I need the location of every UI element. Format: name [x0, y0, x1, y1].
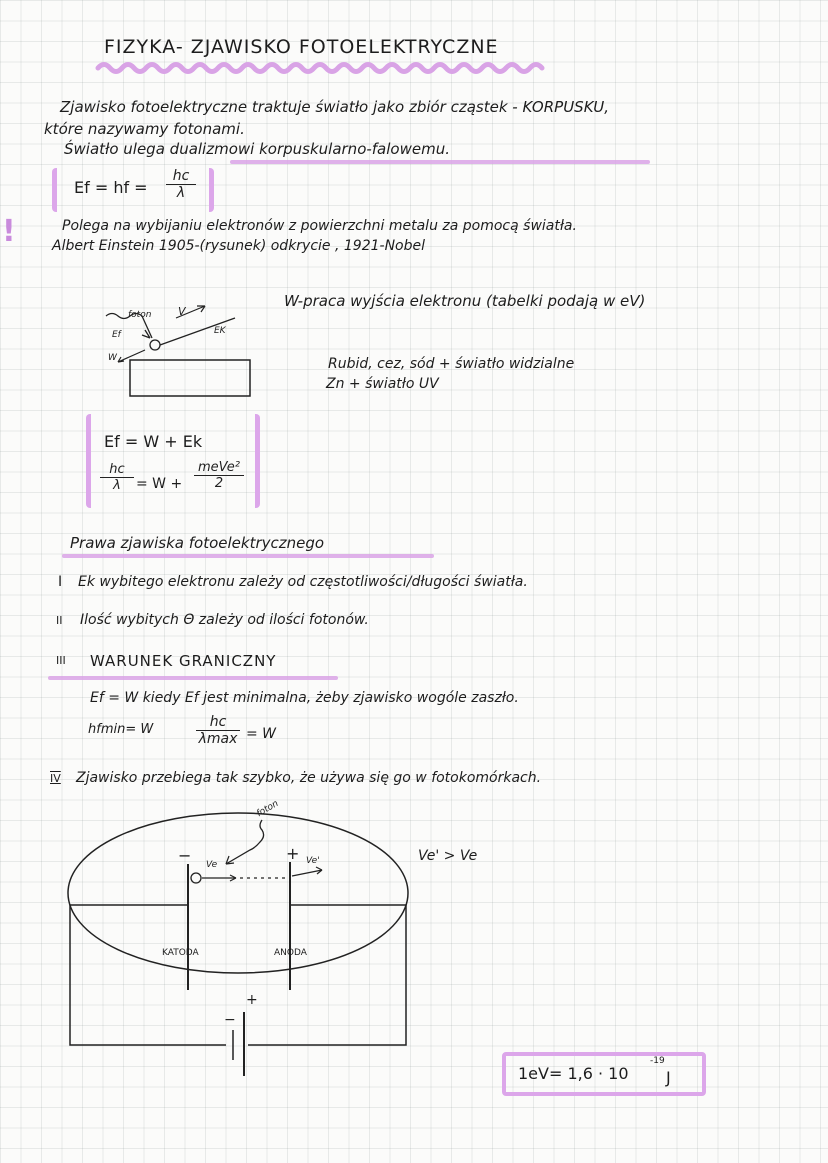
diagram2-anoda-label: ANODA: [274, 948, 307, 958]
einstein-eq-hc-fraction: [100, 462, 134, 493]
law-3-highlight: [48, 676, 338, 680]
law-3-equals-w: = W: [246, 726, 277, 742]
law-2-text: Ilość wybitych Θ zależy od ilości fotonów.: [80, 612, 369, 628]
energy-formula-num: hc: [166, 168, 196, 185]
diagram2-anode-sign: +: [286, 844, 300, 863]
diagram1-v-label: V: [178, 305, 186, 318]
definition-line-2: Albert Einstein 1905-(rysunek) odkrycie , 1921-Nobel: [52, 238, 425, 254]
law-3-fraction: [196, 714, 240, 747]
diagram1-ek-label: EK: [214, 326, 226, 336]
diagram1-w-label: W: [108, 353, 117, 363]
diagram1-ef-label: Ef: [112, 330, 121, 340]
law-1-text: Ek wybitego elektronu zależy od częstotliwości/długości światła.: [78, 574, 528, 590]
diagram2-ve-prime-label: Ve': [306, 856, 320, 866]
ev-conversion-text: 1eV= 1,6 · 10: [518, 1064, 629, 1083]
diagram2-ve-label: Ve: [206, 860, 218, 870]
battery-plus-sign: +: [246, 992, 258, 1008]
diagram2-foton-label: foton: [255, 798, 281, 820]
diagram1-foton-label: foton: [128, 310, 152, 320]
law-1-number: I: [58, 574, 63, 590]
law-3-text: WARUNEK GRANICZNY: [90, 652, 277, 670]
dualism-highlight: [230, 160, 650, 164]
metals-line-1: Rubid, cez, sód + światło widzialne: [328, 356, 575, 372]
law-3-number: III: [56, 654, 66, 667]
law-3-hfmin: hfmin= W: [88, 722, 154, 737]
law-2-number: II: [56, 614, 63, 627]
einstein-eq-lambda: λ: [113, 478, 121, 493]
energy-formula-left: Ef = hf =: [74, 178, 148, 197]
intro-line-2: które nazywamy fotonami.: [44, 120, 245, 138]
diagram2-cathode-sign: −: [178, 846, 192, 865]
einstein-eq-mv: meVe²: [194, 460, 244, 476]
laws-heading-highlight: [62, 554, 434, 558]
einstein-eq-two: 2: [214, 476, 224, 491]
exclamation-mark: !: [2, 214, 16, 249]
law-4-number: IV: [50, 772, 61, 785]
energy-formula-den: λ: [176, 185, 186, 201]
einstein-eq-mid: = W +: [136, 476, 183, 492]
einstein-eq-hc: hc: [100, 462, 134, 478]
battery-minus-sign: −: [224, 1012, 236, 1028]
einstein-eq-kinetic-fraction: [194, 460, 244, 491]
intro-line-3: Światło ulega dualizmowi korpuskularno-falowemu.: [64, 140, 450, 158]
intro-line-1: Zjawisko fotoelektryczne traktuje światło jako zbiór cząstek - KORPUSKU,: [60, 98, 610, 116]
velocity-relation: Ve' > Ve: [418, 848, 478, 864]
energy-formula-fraction: [166, 168, 196, 201]
ev-conversion-unit: J: [666, 1068, 671, 1087]
law-4-text: Zjawisko przebiega tak szybko, że używa się go w fotokomórkach.: [76, 770, 542, 786]
page-title: FIZYKA- ZJAWISKO FOTOELEKTRYCZNE: [104, 36, 499, 58]
ev-conversion-exponent: -19: [650, 1056, 665, 1066]
definition-line-1: Polega na wybijaniu elektronów z powierzchni metalu za pomocą światła.: [62, 218, 577, 234]
laws-heading: Prawa zjawiska fotoelektrycznego: [70, 534, 325, 552]
work-function-text: W-praca wyjścia elektronu (tabelki podają w eV): [284, 292, 646, 310]
law-3-fraction-num: hc: [196, 714, 240, 731]
law-3-fraction-den: λmax: [198, 731, 238, 747]
metals-line-2: Zn + światło UV: [326, 376, 439, 392]
einstein-eq-line-1: Ef = W + Ek: [104, 432, 203, 451]
law-3-condition: Ef = W kiedy Ef jest minimalna, żeby zjawisko wogóle zaszło.: [90, 690, 519, 706]
diagram2-katoda-label: KATODA: [162, 948, 199, 958]
